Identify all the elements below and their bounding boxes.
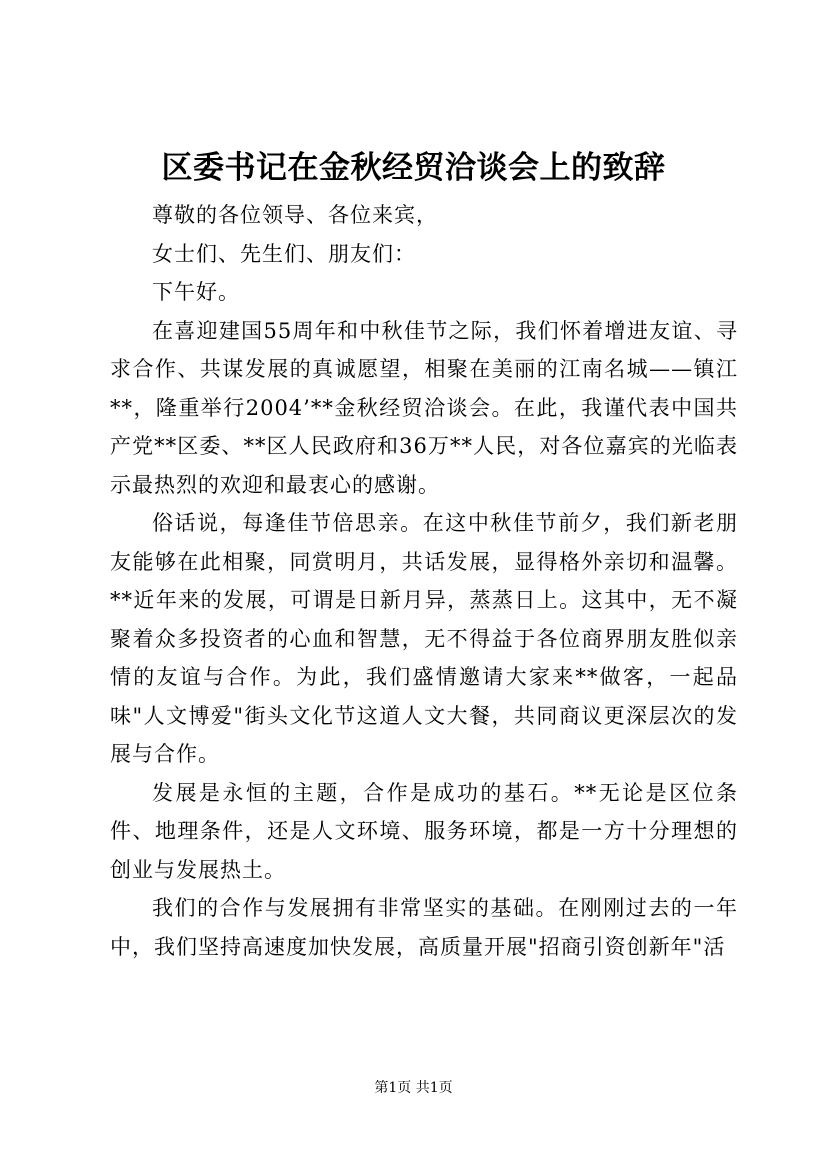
body-paragraph: 发展是永恒的主题，合作是成功的基石。**无论是区位条件、地理条件，还是人文环境、服务环境，都是一方十分理想的创业与发展热土。	[110, 780, 738, 882]
document-body	[110, 196, 738, 966]
body-paragraph: 俗话说，每逢佳节倍思亲。在这中秋佳节前夕，我们新老朋友能够在此相聚，同赏明月，共话发展，显得格外亲切和温馨。**近年来的发展，可谓是日新月异，蒸蒸日上。这其中，无不凝聚着众多投资者的心血和智慧，无不得益于各位商界朋友胜似亲情的友谊与合作。为此，我们盛情邀请大家来**做客，一起品味"人文博爱"街头文化节这道人文大餐，共同商议更深层次的发展与合作。	[110, 511, 738, 766]
salutation-paragraph: 尊敬的各位领导、各位来宾，	[152, 203, 438, 227]
salutation-paragraph: 女士们、先生们、朋友们：	[152, 241, 416, 266]
greeting-paragraph: 下午好。	[152, 280, 240, 304]
body-paragraph: 在喜迎建国55周年和中秋佳节之际，我们怀着增进友谊、寻求合作、共谋发展的真诚愿望，相聚在美丽的江南名城——镇江**，隆重举行2004’**金秋经贸洽谈会。在此，我谨代表中国共产党**区委、**区人民政府和36万**人民，对各位嘉宾的光临表示最热烈的欢迎和最衷心的感谢。	[110, 318, 738, 497]
document-title: 区委书记在金秋经贸洽谈会上的致辞	[161, 150, 666, 186]
body-paragraph: 我们的合作与发展拥有非常坚实的基础。在刚刚过去的一年中，我们坚持高速度加快发展，高质量开展"招商引资创新年"活	[110, 896, 738, 959]
page-footer: 第1页 共1页	[374, 1080, 453, 1096]
